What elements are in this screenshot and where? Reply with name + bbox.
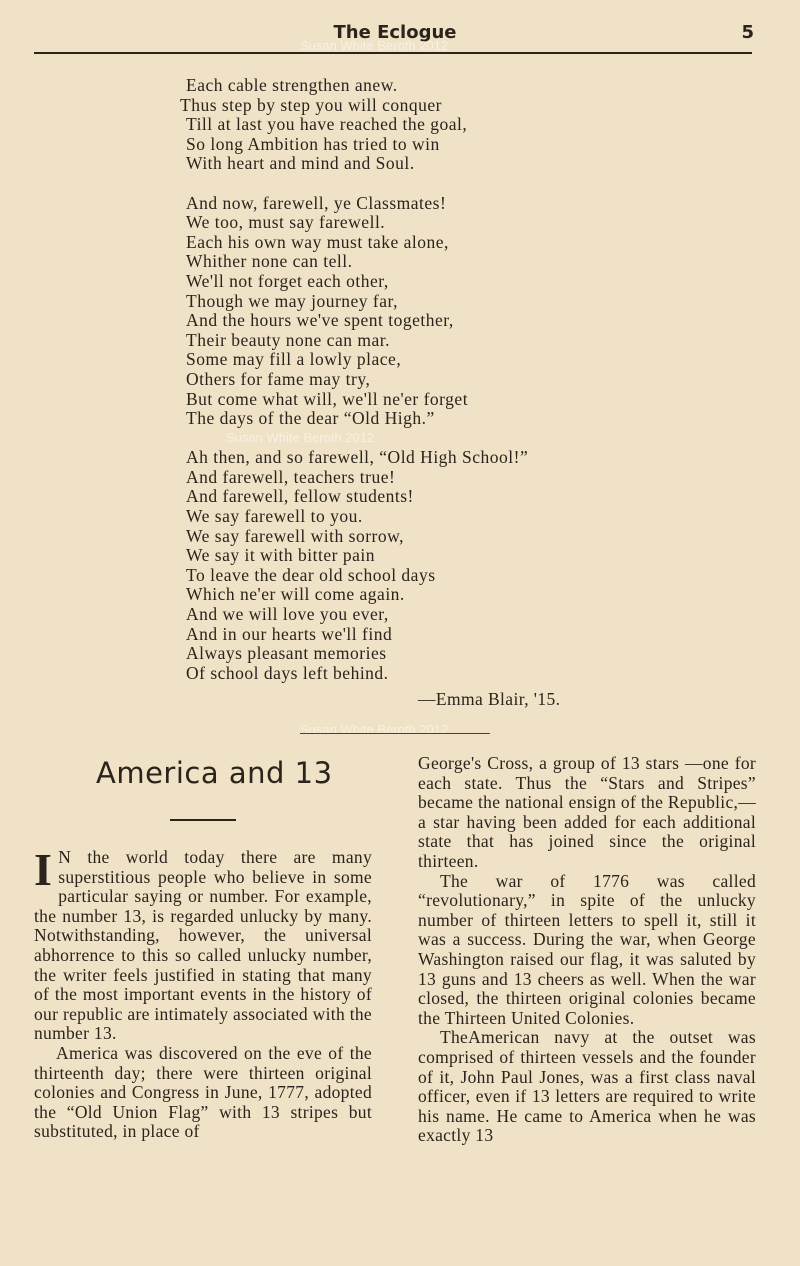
poem-line: And farewell, fellow students! — [186, 486, 414, 507]
section-separator — [300, 733, 490, 734]
article-column-left — [34, 844, 372, 1142]
article-paragraph: America was discovered on the eve of the thirteenth day; there were thirteen original colonies and Congress in June, 1777, adopted the “Old Union Flag” with 13 stripes but substituted, in place of — [34, 1042, 372, 1142]
drop-cap: I — [34, 844, 53, 895]
watermark-top: Susan White Beroth 2012 — [300, 38, 449, 53]
poem-line: And in our hearts we'll find — [186, 623, 393, 644]
poem-line: Each his own way must take alone, — [186, 231, 449, 252]
poem-line: Of school days left behind. — [186, 662, 389, 683]
poem-stanza-1 — [180, 75, 706, 174]
title-rule — [170, 819, 236, 821]
article-paragraph: George's Cross, a group of 13 stars —one for each state. Thus the “Stars and Stripes” became the national ensign of the Republic,—a star having been added for each additional state that has joined since the original thirteen. — [418, 753, 756, 871]
poem-line: We'll not forget each other, — [186, 270, 389, 291]
page-number: 5 — [741, 22, 754, 43]
poem-line: We say farewell with sorrow, — [186, 525, 404, 546]
poem-line: The days of the dear “Old High.” — [186, 408, 435, 429]
poem-line: With heart and mind and Soul. — [186, 153, 415, 174]
poem-line: But come what will, we'll ne'er forget — [186, 388, 469, 409]
watermark-lower: Susan White Beroth 2012 — [300, 722, 449, 737]
article-paragraph — [34, 844, 372, 1044]
poem-line: And now, farewell, ye Classmates! — [186, 192, 447, 213]
poem-line: We too, must say farewell. — [186, 212, 386, 233]
poem-line: Others for fame may try, — [186, 368, 371, 389]
poem-line: To leave the dear old school days — [186, 564, 436, 585]
poem-line: Ah then, and so farewell, “Old High School!” — [186, 447, 529, 468]
poem-line: Always pleasant memories — [186, 643, 387, 664]
article-paragraph: TheAmerican navy at the outset was comprised of thirteen vessels and the founder of it, John Paul Jones, was a first class naval officer, even if 13 letters are required to write his name. He came to America when he was exactly 13 — [418, 1027, 756, 1146]
poem-line: So long Ambition has tried to win — [186, 133, 440, 154]
poem-signature: —Emma Blair, '15. — [418, 689, 561, 709]
article-paragraph: The war of 1776 was called “revolutionary,” in spite of the unlucky number of thirteen letters to spell it, still it was a success. During the war, when George Washington raised our flag, it was saluted by 13 guns and 13 cheers as well. When the war closed, the thirteen original colonies became the Thirteen United Colonies. — [418, 870, 756, 1028]
poem-line: And the hours we've spent together, — [186, 310, 454, 331]
poem-line: And farewell, teachers true! — [186, 466, 396, 487]
poem-line: Each cable strengthen anew. — [186, 75, 398, 95]
article-title: America and 13 — [96, 756, 333, 790]
poem-stanza-2 — [186, 194, 706, 429]
poem-line: Thus step by step you will conquer — [180, 94, 442, 115]
poem-line: Some may fill a lowly place, — [186, 349, 402, 370]
poem-line: Though we may journey far, — [186, 290, 399, 311]
paragraph-text: N the world today there are many superstitious people who believe in some particular saying or number. For example, the number 13, is regarded unlucky by many. Notwithstanding, however, the universal abhorrence to this so called unlucky number, the writer feels justified in stating that many of the most important events in the history of our republic are intimately associated with the number 13. — [34, 847, 372, 1044]
poem-line: We say farewell to you. — [186, 506, 363, 527]
poem-line: Their beauty none can mar. — [186, 329, 390, 350]
poem-line: Whither none can tell. — [186, 251, 353, 272]
article-column-right — [418, 754, 756, 1146]
watermark-middle: Susan White Beroth 2012 — [226, 430, 375, 445]
poem-line: Which ne'er will come again. — [186, 584, 405, 605]
poem-line: We say it with bitter pain — [186, 545, 375, 566]
running-head-title: The Eclogue — [333, 22, 457, 43]
poem — [180, 75, 706, 703]
poem-stanza-3 — [186, 448, 706, 683]
poem-line: And we will love you ever, — [186, 604, 389, 625]
poem-line: Till at last you have reached the goal, — [186, 114, 468, 135]
